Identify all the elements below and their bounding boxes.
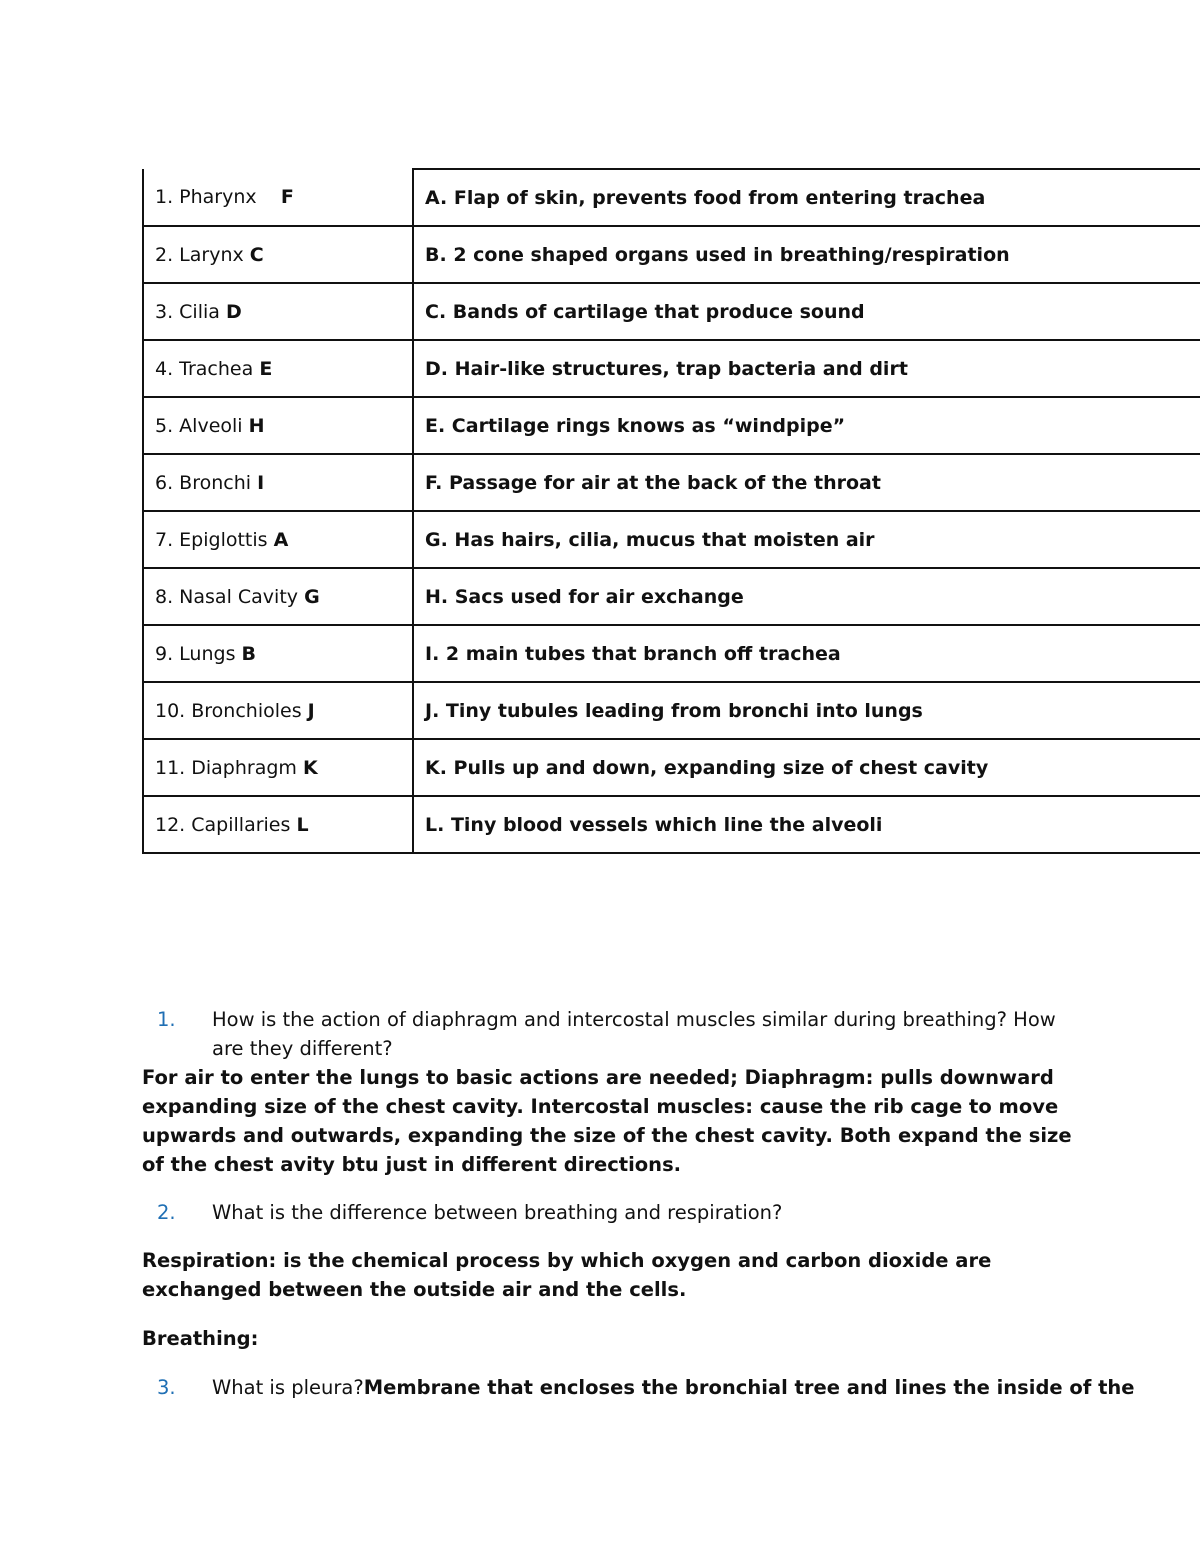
matching-table bbox=[142, 168, 1200, 854]
definition-cell: J. Tiny tubules leading from bronchi into lungs bbox=[413, 682, 1200, 739]
term-answer: G bbox=[304, 585, 320, 608]
term-label: 4. Trachea bbox=[155, 357, 254, 380]
term-answer: A bbox=[273, 528, 289, 551]
question-text: How is the action of diaphragm and intercostal muscles similar during breathing? How are they different? bbox=[212, 1008, 1056, 1060]
term-answer: I bbox=[257, 471, 265, 494]
question-3-block bbox=[142, 1373, 1142, 1402]
definition-cell: B. 2 cone shaped organs used in breathing/respiration bbox=[413, 226, 1200, 283]
term-answer: K bbox=[302, 756, 318, 779]
definition-cell: K. Pulls up and down, expanding size of chest cavity bbox=[413, 739, 1200, 796]
term-answer: E bbox=[259, 357, 273, 380]
term-label: 6. Bronchi bbox=[155, 471, 252, 494]
term-label: 10. Bronchioles bbox=[155, 699, 302, 722]
table-row bbox=[143, 796, 1200, 853]
definition-cell: H. Sacs used for air exchange bbox=[413, 568, 1200, 625]
question-number: 1. bbox=[157, 1008, 176, 1031]
table-row bbox=[143, 568, 1200, 625]
definition-cell: G. Has hairs, cilia, mucus that moisten air bbox=[413, 511, 1200, 568]
question-number: 2. bbox=[157, 1201, 176, 1224]
term-label: 2. Larynx bbox=[155, 243, 244, 266]
question-2 bbox=[142, 1198, 1072, 1227]
question-text: What is the difference between breathing and respiration? bbox=[212, 1201, 783, 1224]
term-answer: L bbox=[296, 813, 309, 836]
term-cell bbox=[143, 739, 413, 796]
term-cell bbox=[143, 226, 413, 283]
term-label: 5. Alveoli bbox=[155, 414, 243, 437]
term-cell bbox=[143, 283, 413, 340]
table-row bbox=[143, 511, 1200, 568]
definition-cell: C. Bands of cartilage that produce sound bbox=[413, 283, 1200, 340]
table-row bbox=[143, 397, 1200, 454]
term-answer: B bbox=[241, 642, 256, 665]
definition-cell: A. Flap of skin, prevents food from entering trachea bbox=[413, 169, 1200, 226]
table-row bbox=[143, 625, 1200, 682]
term-answer: J bbox=[307, 699, 315, 722]
table-row bbox=[143, 283, 1200, 340]
question-1 bbox=[142, 1005, 1072, 1063]
term-cell bbox=[143, 397, 413, 454]
term-label: 7. Epiglottis bbox=[155, 528, 268, 551]
term-label: 11. Diaphragm bbox=[155, 756, 297, 779]
term-cell bbox=[143, 169, 413, 226]
matching-table-body bbox=[143, 169, 1200, 853]
question-text: What is pleura? bbox=[212, 1376, 364, 1399]
term-cell bbox=[143, 625, 413, 682]
table-row bbox=[143, 739, 1200, 796]
question-number: 3. bbox=[157, 1376, 176, 1399]
term-cell bbox=[143, 454, 413, 511]
question-3 bbox=[142, 1373, 1142, 1402]
table-row bbox=[143, 682, 1200, 739]
table-row bbox=[143, 169, 1200, 226]
term-cell bbox=[143, 511, 413, 568]
definition-cell: L. Tiny blood vessels which line the alveoli bbox=[413, 796, 1200, 853]
breathing-answer: Breathing: bbox=[142, 1327, 259, 1350]
definition-cell: E. Cartilage rings knows as “windpipe” bbox=[413, 397, 1200, 454]
term-answer: D bbox=[225, 300, 242, 323]
question-1-block bbox=[142, 1005, 1072, 1179]
term-label: 8. Nasal Cavity bbox=[155, 585, 299, 608]
term-label: 12. Capillaries bbox=[155, 813, 291, 836]
question-3-answer: Membrane that encloses the bronchial tree and lines the inside of the bbox=[363, 1376, 1135, 1399]
question-2-block bbox=[142, 1198, 1072, 1227]
question-2-answer-block bbox=[142, 1246, 1072, 1304]
table-row bbox=[143, 454, 1200, 511]
breathing-answer-block bbox=[142, 1324, 1072, 1353]
term-cell bbox=[143, 682, 413, 739]
term-cell bbox=[143, 340, 413, 397]
term-answer: C bbox=[249, 243, 264, 266]
definition-cell: F. Passage for air at the back of the throat bbox=[413, 454, 1200, 511]
respiration-answer: Respiration: is the chemical process by which oxygen and carbon dioxide are exchanged between the outside air and the cells. bbox=[142, 1249, 992, 1301]
term-label: 1. Pharynx bbox=[155, 186, 257, 208]
term-answer: H bbox=[248, 414, 265, 437]
term-answer: F bbox=[280, 186, 294, 208]
definition-cell: D. Hair-like structures, trap bacteria and dirt bbox=[413, 340, 1200, 397]
term-cell bbox=[143, 568, 413, 625]
term-label: 3. Cilia bbox=[155, 300, 220, 323]
table-row bbox=[143, 226, 1200, 283]
term-label: 9. Lungs bbox=[155, 642, 236, 665]
question-1-answer: For air to enter the lungs to basic actions are needed; Diaphragm: pulls downward expanding size of the chest cavity. Intercostal muscles: cause the rib cage to move upwards and outwards, expanding the size of the chest cavity. Both expand the size of the chest avity btu just in different directions. bbox=[142, 1066, 1072, 1176]
term-cell bbox=[143, 796, 413, 853]
definition-cell: I. 2 main tubes that branch off trachea bbox=[413, 625, 1200, 682]
table-row bbox=[143, 340, 1200, 397]
